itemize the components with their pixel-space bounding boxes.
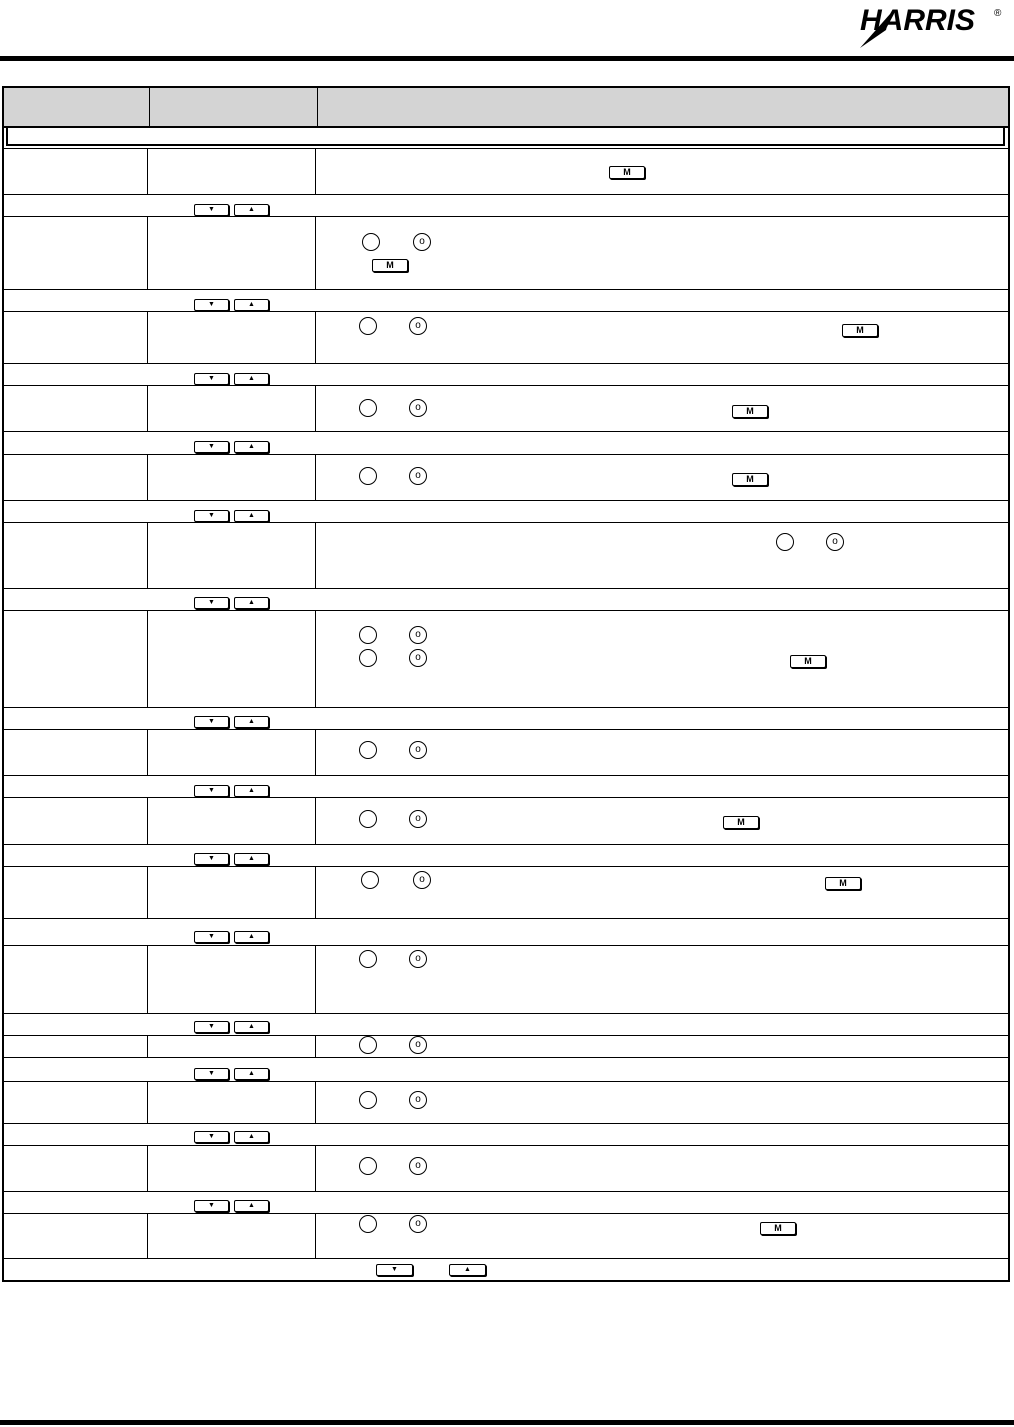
row-rule [4,148,1008,149]
down-arrow-button: ▼ [194,1131,229,1143]
col-divider-2 [315,311,316,363]
row-rule [4,797,1008,798]
knob-icon [359,741,377,759]
knob-ring-icon: o [409,399,427,417]
col-divider-2 [315,1081,316,1123]
down-arrow-button: ▼ [194,299,229,311]
col-divider-1 [149,88,150,126]
row-rule [4,775,1008,776]
header-rule [0,56,1014,61]
row-rule [4,385,1008,386]
knob-ring-icon: o [826,533,844,551]
col-divider-2 [315,216,316,289]
menu-button-icon: M [825,877,861,890]
knob-ring-icon: o [409,317,427,335]
row-rule [4,431,1008,432]
menu-button-icon: M [790,655,826,668]
down-arrow-button: ▼ [194,1068,229,1080]
row-rule [4,1191,1008,1192]
up-arrow-button: ▲ [234,441,269,453]
knob-icon [359,649,377,667]
knob-icon [359,1215,377,1233]
up-arrow-button: ▲ [234,785,269,797]
up-arrow-button: ▲ [234,1068,269,1080]
knob-icon [359,317,377,335]
row-rule [4,844,1008,845]
row-rule [4,1258,1008,1259]
row-rule [4,707,1008,708]
row-rule [4,311,1008,312]
knob-ring-icon: o [409,1157,427,1175]
knob-icon [776,533,794,551]
knob-ring-icon: o [409,1091,427,1109]
row-rule [4,1013,1008,1014]
up-arrow-button: ▲ [234,853,269,865]
knob-ring-icon: o [409,1215,427,1233]
col-divider-1 [147,945,148,1013]
col-divider-1 [147,797,148,844]
up-arrow-button: ▲ [234,299,269,311]
col-divider-1 [147,1145,148,1191]
col-divider-2 [315,385,316,431]
up-arrow-button: ▲ [234,716,269,728]
row-rule [4,610,1008,611]
col-divider-2 [315,729,316,775]
row-rule [4,729,1008,730]
col-divider-2 [315,797,316,844]
col-divider-1 [147,522,148,588]
row-rule [4,363,1008,364]
procedure-table [2,86,1010,1282]
col-divider-1 [147,454,148,500]
knob-ring-icon: o [409,626,427,644]
up-arrow-button: ▲ [234,510,269,522]
down-arrow-button: ▼ [194,931,229,943]
knob-icon [361,871,379,889]
menu-button-icon: M [609,166,645,179]
knob-icon [359,467,377,485]
row-rule [4,194,1008,195]
col-divider-1 [147,610,148,707]
row-rule [4,918,1008,919]
col-divider-2 [315,454,316,500]
row-rule [4,1081,1008,1082]
table-header-row [4,88,1008,128]
row-rule [4,454,1008,455]
col-divider-2 [315,522,316,588]
knob-ring-icon: o [409,741,427,759]
up-arrow-button: ▲ [234,204,269,216]
footer-rule [0,1420,1014,1425]
row-rule [4,945,1008,946]
col-divider-2 [315,945,316,1013]
down-arrow-button: ▼ [194,716,229,728]
knob-ring-icon: o [409,649,427,667]
col-divider-1 [147,311,148,363]
up-arrow-button: ▲ [234,597,269,609]
down-arrow-button: ▼ [194,1021,229,1033]
col-divider-2 [315,610,316,707]
up-arrow-button: ▲ [234,1200,269,1212]
row-rule [4,588,1008,589]
col-divider-2 [315,1035,316,1057]
col-divider-1 [147,729,148,775]
knob-ring-icon: o [409,1036,427,1054]
up-arrow-button: ▲ [234,1131,269,1143]
down-arrow-button: ▼ [194,1200,229,1212]
row-rule [4,289,1008,290]
menu-button-icon: M [723,816,759,829]
col-divider-1 [147,1035,148,1057]
row-rule [4,1035,1008,1036]
row-rule [4,522,1008,523]
harris-logo [820,0,1010,52]
knob-icon [359,1036,377,1054]
row-rule [4,1123,1008,1124]
col-divider-2 [315,1213,316,1258]
up-arrow-button: ▲ [234,931,269,943]
down-arrow-button: ▼ [194,785,229,797]
menu-button-icon: M [372,259,408,272]
knob-ring-icon: o [413,233,431,251]
row-rule [4,1145,1008,1146]
knob-icon [359,1157,377,1175]
col-divider-2 [315,866,316,918]
knob-icon [359,810,377,828]
row-rule [4,1057,1008,1058]
knob-ring-icon: o [409,950,427,968]
col-divider-2 [315,1145,316,1191]
col-divider-1 [147,1213,148,1258]
row-rule [4,500,1008,501]
down-arrow-button: ▼ [194,510,229,522]
down-arrow-button: ▼ [194,597,229,609]
knob-icon [359,950,377,968]
row-rule [4,1213,1008,1214]
row-rule [4,866,1008,867]
down-arrow-button: ▼ [194,853,229,865]
col-divider-2 [315,148,316,194]
knob-icon [359,1091,377,1109]
menu-button-icon: M [760,1222,796,1235]
row-rule [4,216,1008,217]
knob-ring-icon: o [409,467,427,485]
col-divider-1 [147,148,148,194]
down-arrow-button: ▼ [376,1264,413,1276]
menu-button-icon: M [842,324,878,337]
menu-button-icon: M [732,473,768,486]
menu-button-icon: M [732,405,768,418]
col-divider-1 [147,385,148,431]
down-arrow-button: ▼ [194,441,229,453]
col-divider-2 [317,88,318,126]
section-title-row [6,126,1005,146]
down-arrow-button: ▼ [194,204,229,216]
col-divider-1 [147,866,148,918]
col-divider-1 [147,1081,148,1123]
knob-icon [359,399,377,417]
knob-ring-icon: o [409,810,427,828]
knob-icon [362,233,380,251]
knob-ring-icon: o [413,871,431,889]
up-arrow-button: ▲ [449,1264,486,1276]
knob-icon [359,626,377,644]
logo-registered-mark: ® [994,8,1002,19]
down-arrow-button: ▼ [194,373,229,385]
up-arrow-button: ▲ [234,373,269,385]
up-arrow-button: ▲ [234,1021,269,1033]
col-divider-1 [147,216,148,289]
logo-wordmark: HARRIS [860,4,976,37]
